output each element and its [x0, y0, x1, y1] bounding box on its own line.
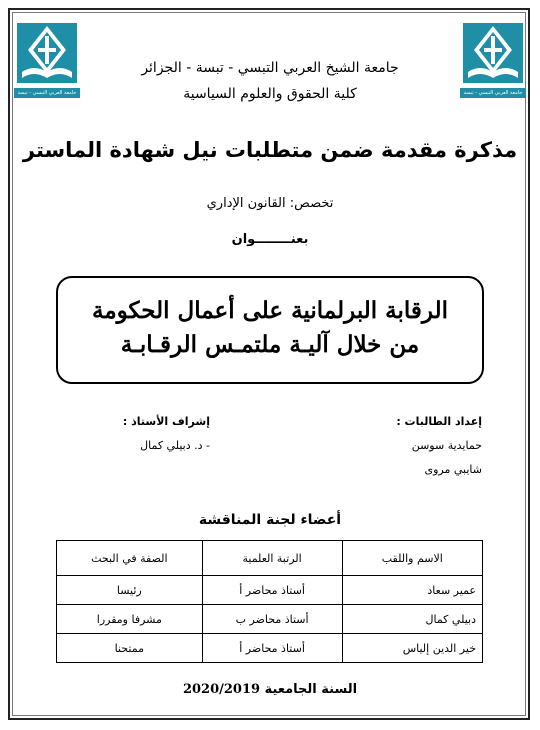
jury-table [56, 540, 483, 663]
thesis-heading: مذكرة مقدمة ضمن متطلبات نيل شهادة الماستر [22, 138, 518, 162]
member-rank: أستاذ محاضر أ [202, 576, 342, 605]
table-row [57, 576, 483, 605]
supervisor-name: - د. دبيلي كمال [140, 439, 210, 452]
jury-header-row [57, 541, 483, 576]
faculty-name: كلية الحقوق والعلوم السياسية [183, 86, 357, 102]
member-rank: أستاذ محاضر ب [202, 605, 342, 634]
university-logo-icon [14, 20, 80, 86]
academic-year-label: السنة الجامعية [264, 682, 358, 697]
member-name: دبيلي كمال [342, 605, 482, 634]
logo-caption-text: جامعة العربي التبسي - تبسة [17, 90, 77, 96]
member-name: خير الدين إلياس [342, 634, 482, 663]
member-role: ممتحنا [57, 634, 203, 663]
jury-heading: أعضاء لجنة المناقشة [198, 512, 342, 528]
column-header-name: الاسم واللقب [342, 541, 482, 576]
university-logo-icon [460, 20, 526, 86]
table-row [57, 634, 483, 663]
academic-year [0, 682, 540, 697]
member-role: رئيسا [57, 576, 203, 605]
supervisor-label: إشراف الأستاذ : [122, 415, 210, 428]
member-role: مشرفا ومقررا [57, 605, 203, 634]
thesis-title-line-2: من خلال آليـة ملتمـس الرقـابـة [120, 331, 420, 358]
thesis-title-line-1: الرقابة البرلمانية على أعمال الحكومة [92, 297, 448, 324]
thesis-title-box [56, 276, 484, 384]
specialty: تخصص: القانون الإداري [206, 196, 334, 211]
table-row [57, 605, 483, 634]
member-name: عمير سعاد [342, 576, 482, 605]
title-intro: بعنــــــــوان [231, 232, 309, 247]
column-header-rank: الرتبة العلمية [202, 541, 342, 576]
supervisor-block [90, 410, 210, 458]
academic-year-value: 2020/2019 [182, 682, 261, 697]
member-rank: أستاذ محاضر أ [202, 634, 342, 663]
student-name: شايبي مروى [424, 463, 482, 476]
student-name: حمايدية سوسن [411, 439, 482, 452]
students-block [396, 410, 482, 482]
column-header-role: الصفة في البحث [57, 541, 203, 576]
logo-caption-text: جامعة العربي التبسي - تبسة [463, 90, 523, 96]
university-name: جامعة الشيخ العربي التبسي - تبسة - الجزائر [141, 60, 399, 76]
students-label: إعداد الطالبات : [396, 415, 482, 428]
